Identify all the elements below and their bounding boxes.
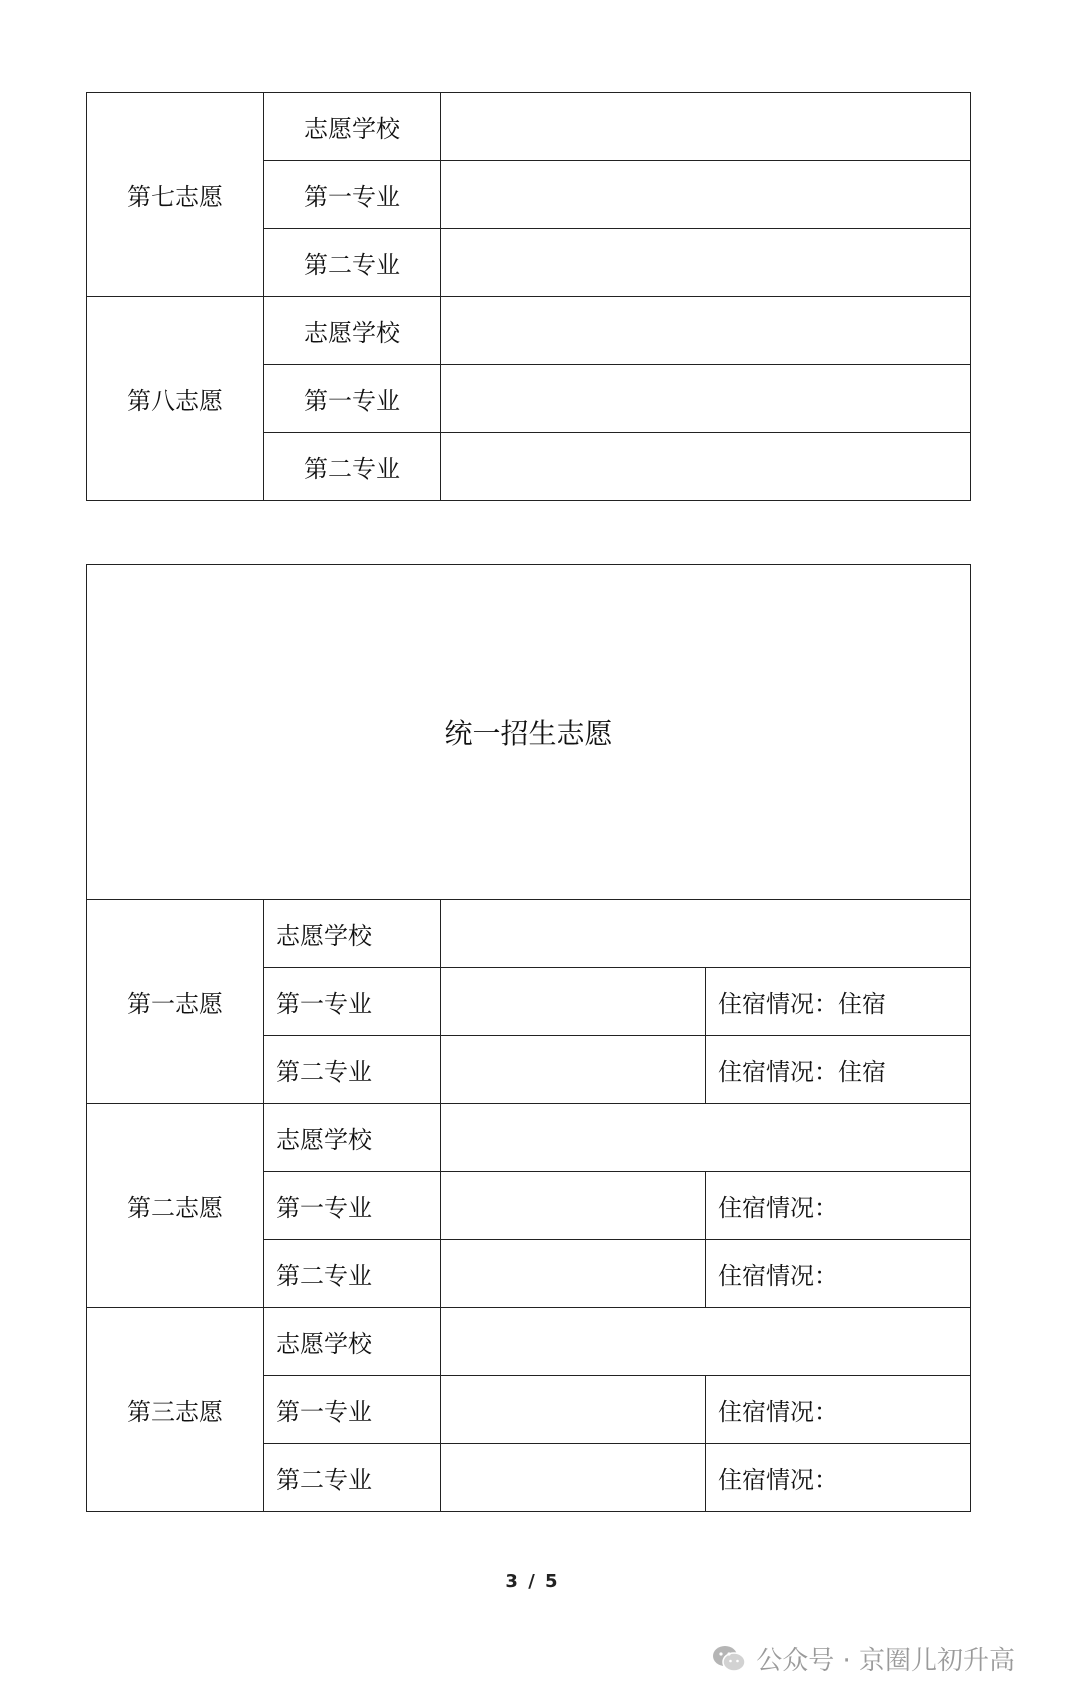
lodging-status: 住宿情况：住宿 — [706, 968, 971, 1036]
lodging-status: 住宿情况：住宿 — [706, 1036, 971, 1104]
table-row — [87, 1104, 971, 1172]
first-major-label: 第一专业 — [264, 1172, 441, 1240]
watermark-text: 公众号 · 京圈儿初升高 — [756, 1646, 1015, 1676]
first-major-value-cell[interactable] — [441, 365, 971, 433]
second-major-label: 第二专业 — [264, 229, 441, 297]
preference-name-2: 第二志愿 — [87, 1104, 264, 1308]
watermark — [712, 1640, 1015, 1677]
table-row — [87, 93, 971, 161]
lodging-status[interactable]: 住宿情况： — [706, 1240, 971, 1308]
lodging-status[interactable]: 住宿情况： — [706, 1376, 971, 1444]
second-major-value-cell[interactable] — [441, 433, 971, 501]
lodging-status[interactable]: 住宿情况： — [706, 1444, 971, 1512]
second-major-label: 第二专业 — [264, 1444, 441, 1512]
lodging-status[interactable]: 住宿情况： — [706, 1172, 971, 1240]
school-value-cell[interactable] — [441, 1308, 971, 1376]
second-major-value-cell[interactable] — [441, 1240, 706, 1308]
second-major-label: 第二专业 — [264, 433, 441, 501]
unified-table-title: 统一招生志愿 — [87, 565, 971, 900]
school-value-cell[interactable] — [441, 93, 971, 161]
first-major-value-cell[interactable] — [441, 1172, 706, 1240]
preference-name-1: 第一志愿 — [87, 900, 264, 1104]
preference-name-7: 第七志愿 — [87, 93, 264, 297]
table-row — [87, 900, 971, 968]
school-label: 志愿学校 — [264, 1308, 441, 1376]
school-label: 志愿学校 — [264, 1104, 441, 1172]
second-major-value-cell[interactable] — [441, 1036, 706, 1104]
second-major-label: 第二专业 — [264, 1240, 441, 1308]
page-number: 3 / 5 — [505, 1571, 560, 1592]
school-value-cell[interactable] — [441, 297, 971, 365]
school-value-cell[interactable] — [441, 900, 971, 968]
second-major-value-cell[interactable] — [441, 1444, 706, 1512]
table-row — [87, 1308, 971, 1376]
school-label: 志愿学校 — [264, 93, 441, 161]
school-value-cell[interactable] — [441, 1104, 971, 1172]
title-row — [87, 565, 971, 900]
second-major-value-cell[interactable] — [441, 229, 971, 297]
first-major-label: 第一专业 — [264, 968, 441, 1036]
school-label: 志愿学校 — [264, 900, 441, 968]
first-major-label: 第一专业 — [264, 161, 441, 229]
wechat-icon — [712, 1645, 746, 1673]
first-major-value-cell[interactable] — [441, 968, 706, 1036]
table-row — [87, 297, 971, 365]
preference-table-7-8 — [86, 92, 971, 501]
first-major-value-cell[interactable] — [441, 161, 971, 229]
first-major-value-cell[interactable] — [441, 1376, 706, 1444]
second-major-label: 第二专业 — [264, 1036, 441, 1104]
first-major-label: 第一专业 — [264, 365, 441, 433]
unified-admission-table — [86, 564, 971, 1512]
school-label: 志愿学校 — [264, 297, 441, 365]
preference-name-3: 第三志愿 — [87, 1308, 264, 1512]
preference-name-8: 第八志愿 — [87, 297, 264, 501]
first-major-label: 第一专业 — [264, 1376, 441, 1444]
